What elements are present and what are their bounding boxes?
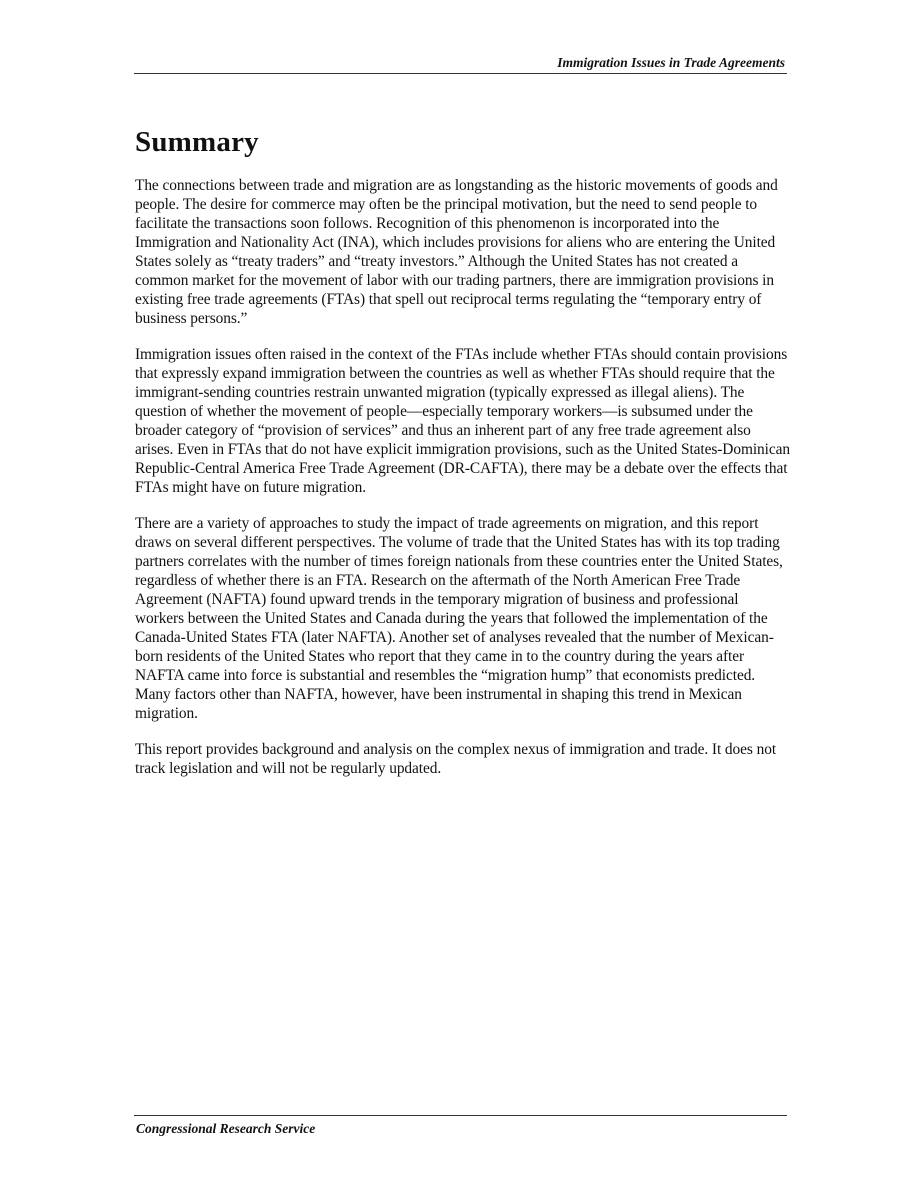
summary-paragraph-4: This report provides background and analysis on the complex nexus of immigration and trade. It does not track legislation and will not be regularly updated. (135, 741, 777, 777)
footer-organization: Congressional Research Service (136, 1121, 316, 1136)
page-header (134, 54, 787, 74)
summary-paragraph-1: The connections between trade and migration are as longstanding as the historic movements of goods and people. The desire for commerce may often be the principal motivation, but the need to send people to facilitate the transactions soon follows. Recognition of this phenomenon is incorporated into the Immigration and Nationality Act (INA), which includes provisions for aliens who are entering the United States solely as “treaty traders” and “treaty investors.” Although the United States has not created a common market for the movement of labor with our trading partners, there are immigration provisions in existing free trade agreements (FTAs) that spell out reciprocal terms regulating the “temporary entry of business persons.” (135, 177, 778, 327)
summary-heading: Summary (135, 126, 259, 158)
summary-paragraph-2: Immigration issues often raised in the context of the FTAs include whether FTAs should contain provisions that expressly expand immigration between the countries as well as whether FTAs should require that the immigrant-sending countries restrain unwanted migration (typically expressed as illegal aliens). The question of whether the movement of people—especially temporary workers—is subsumed under the broader category of “provision of services” and thus an inherent part of any free trade agreement also arises. Even in FTAs that do not have explicit immigration provisions, such as the United States-Dominican Republic-Central America Free Trade Agreement (DR-CAFTA), there may be a debate over the effects that FTAs might have on future migration. (135, 346, 790, 496)
running-header-title: Immigration Issues in Trade Agreements (557, 55, 785, 70)
summary-paragraph-3: There are a variety of approaches to study the impact of trade agreements on migration, and this report draws on several different perspectives. The volume of trade that the United States has with its top trading partners correlates with the number of times foreign nationals from these countries enter the United States, regardless of whether there is an FTA. Research on the aftermath of the North American Free Trade Agreement (NAFTA) found upward trends in the temporary migration of business and professional workers between the United States and Canada during the years that followed the implementation of the Canada-United States FTA (later NAFTA). Another set of analyses revealed that the number of Mexican-born residents of the United States who report that they came in to the country during the years after NAFTA came into force is substantial and resembles the “migration hump” that economists predicted. Many factors other than NAFTA, however, have been instrumental in shaping this trend in Mexican migration. (135, 515, 783, 722)
summary-body (135, 176, 790, 795)
page-footer (134, 1115, 787, 1136)
